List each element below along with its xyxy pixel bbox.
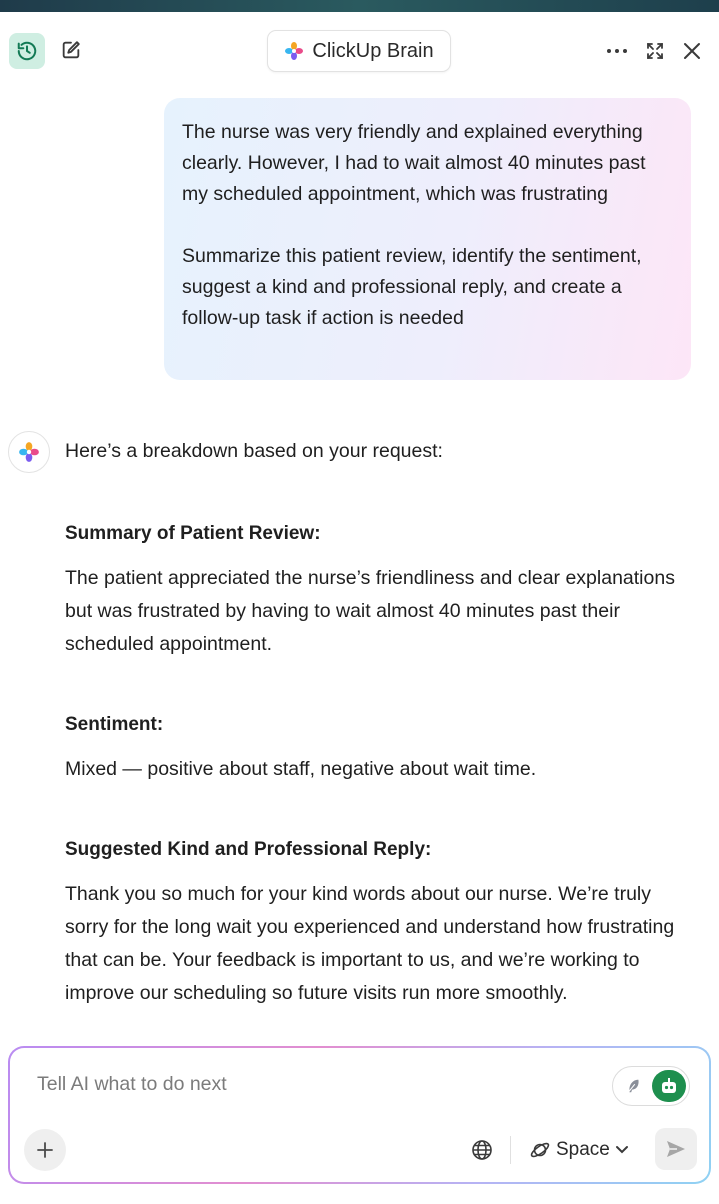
write-mode-option[interactable] [618,1071,648,1101]
section-title: Summary of Patient Review: [65,523,321,544]
ai-response-content [65,520,685,1042]
section-body: Mixed — positive about staff, negative about wait time. [65,758,537,780]
ai-response-intro: Here’s a breakdown based on your request: [65,440,443,462]
planet-icon [529,1139,551,1161]
globe-icon [471,1139,493,1161]
history-button[interactable] [9,33,45,69]
header-title: ClickUp Brain [312,39,434,62]
composer-body[interactable] [10,1048,709,1182]
new-chat-icon [60,39,82,61]
response-section [65,836,685,1010]
mode-toggle[interactable] [612,1066,690,1106]
user-message-paragraph: Summarize this patient review, identify the sentiment, suggest a kind and professional reply, and create a follow-up task if action is needed [182,245,642,329]
agent-mode-option[interactable] [652,1070,686,1102]
header [0,12,719,92]
history-icon [16,40,38,62]
chevron-down-icon [615,1145,629,1155]
plus-icon [37,1142,53,1158]
add-attachment-button[interactable] [24,1129,66,1171]
feather-icon [624,1077,642,1095]
section-title: Suggested Kind and Professional Reply: [65,839,432,860]
section-body: The patient appreciated the nurse’s friendliness and clear explanations but was frustrated by having to wait almost 40 minutes past their scheduled appointment. [65,567,675,655]
toolbar-divider [510,1136,511,1164]
close-button[interactable] [677,36,707,66]
robot-icon [659,1077,679,1095]
expand-icon [645,41,665,61]
space-selector[interactable] [529,1134,629,1166]
composer-input[interactable]: Tell AI what to do next [37,1073,227,1095]
composer [8,1046,711,1184]
response-section [65,520,685,661]
close-icon [683,42,701,60]
window-top-strip [0,0,719,12]
section-body: Thank you so much for your kind words about our nurse. We’re truly sorry for the long wait you experienced and understand how frustrating that can be. Your feedback is important to us, and we’re working to improve our scheduling so future visits run more smoothly. [65,883,675,1004]
new-chat-button[interactable] [56,35,86,65]
expand-button[interactable] [640,36,670,66]
space-label: Space [556,1139,610,1160]
user-message-paragraph: The nurse was very friendly and explained everything clearly. However, I had to wait almost 40 minutes past my scheduled appointment, which was frustrating [182,121,646,205]
send-button[interactable] [655,1128,697,1170]
ai-avatar [8,431,50,473]
section-title: Sentiment: [65,714,164,735]
brain-title-button[interactable] [267,30,451,72]
user-message-bubble [164,98,691,380]
clickup-brain-logo-icon [18,441,40,463]
more-icon [606,48,628,54]
more-options-button[interactable] [602,36,632,66]
clickup-brain-logo-icon [284,41,304,61]
web-search-button[interactable] [468,1136,496,1164]
response-section [65,711,685,786]
send-icon [666,1140,686,1158]
